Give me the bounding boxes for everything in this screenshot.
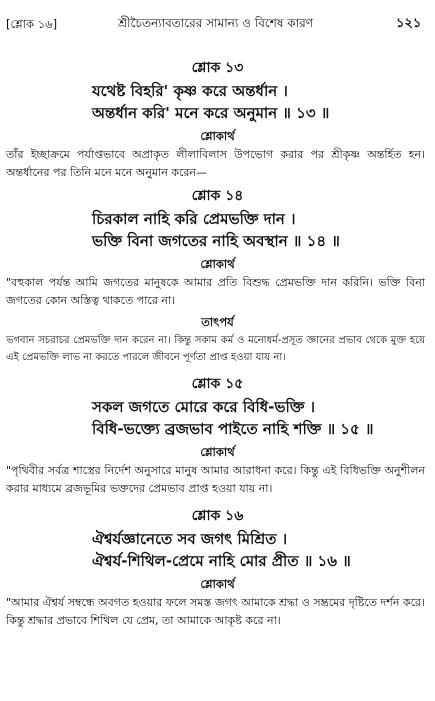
verse-label: শ্লোক ১৬ [191,508,244,524]
verse-section-13 [0,58,435,182]
page-number: ১২১ [396,16,422,31]
translation-label: শ্লোকার্থ [200,129,235,143]
translation-text: "আমার ঐশ্বর্য সম্বন্ধে অবগত হওয়ার ফলে সমস্ত জগৎ আমাকে শ্রদ্ধা ও সম্ভ্রমের দৃষ্টিতে দর্শন করে। কিন্তু শ্রদ্ধার প্রভাবে শিথিল যে প্রেম, তা আমাকে আকৃষ্ট করে না। [6,596,425,627]
purport-label: তাৎপর্য [201,315,234,329]
translation-text: তাঁর ইচ্ছাক্রমে পর্যাপ্তভাবে অপ্রাকৃত লীলাবিলাস উপভোগ করার পর শ্রীকৃষ্ণ অন্তর্হিত হন। অন্তর্ধানের পর তিনি মনে মনে অনুমান করেন— [6,148,425,179]
verse-label: শ্লোক ১৩ [191,60,244,76]
verse-line-1: ঐশ্বর্যজ্ঞানেতে সব জগৎ মিশ্রিত । [92,530,288,548]
verse-label: শ্লোক ১৪ [191,188,244,204]
header-verse-ref: [শ্লোক ১৬] [6,17,58,31]
header-chapter-title: শ্রীচৈতন্যাবতারের সামান্য ও বিশেষ কারণ [118,16,313,30]
translation-label: শ্লোকার্থ [200,445,235,459]
verse-line-2: ঐশ্বর্য-শিথিল-প্রেমে নাহি মোর প্রীত ॥ ১৬ ॥ [92,552,351,570]
page-header [0,0,435,40]
translation-label: শ্লোকার্থ [200,257,235,271]
verse-line-1: যথেষ্ট বিহরি' কৃষ্ণ করে অন্তর্ধান । [92,82,288,100]
translation-label: শ্লোকার্থ [200,577,235,591]
verse-line-2: অন্তর্ধান করি' মনে করে অনুমান ॥ ১৩ ॥ [92,104,330,122]
verse-line-2: ভক্তি বিনা জগতের নাহি অবস্থান ॥ ১৪ ॥ [92,232,340,250]
translation-text: "বহুকাল পর্যন্ত আমি জগতের মানুষকে আমার প্রতি বিশুদ্ধ প্রেমভক্তি দান করিনি। ভক্তি বিনা জগতের কোন অস্তিত্ব থাকতে পারে না। [6,276,425,307]
verse-line-1: চিরকাল নাহি করি প্রেমভক্তি দান । [92,210,296,228]
verse-section-15 [0,374,435,498]
page-content [0,58,435,630]
verse-section-14 [0,186,435,366]
verse-line-2: বিধি-ভক্ত্যে ব্রজভাব পাইতে নাহি শক্তি ॥ ১৫ ॥ [92,420,374,438]
verse-section-16 [0,506,435,630]
translation-text: "পৃথিবীর সর্বত্র শাস্ত্রের নির্দেশ অনুসারে মানুষ আমার আরাধনা করে। কিন্তু এই বিধিভক্তি অনুশীলন করার মাধ্যমে ব্রজভূমির ভক্তদের প্রেমভাব প্রাপ্ত হওয়া যায় না। [6,464,425,495]
verse-label: শ্লোক ১৫ [191,376,244,392]
verse-line-1: সকল জগতে মোরে করে বিধি-ভক্তি । [92,398,316,416]
purport-text: ভগবান সচরাচর প্রেমভক্তি দান করেন না। কিন্তু সকাম কর্ম ও মনোধর্ম-প্রসূত জ্ঞানের প্রভাব থেকে মুক্ত হয়ে এই প্রেমভক্তি লাভ না করতে পারলে জীবনে পূর্ণতা প্রাপ্ত হওয়া যায় না। [6,335,425,363]
